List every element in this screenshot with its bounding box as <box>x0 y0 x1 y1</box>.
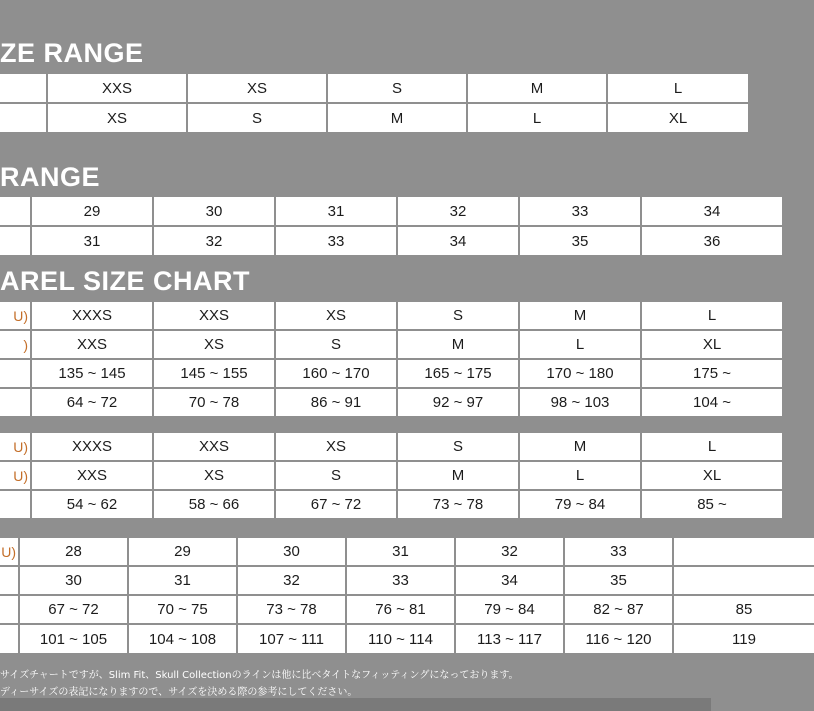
size-cell: 98 ~ 103 <box>520 389 640 416</box>
size-cell: 110 ~ 114 <box>347 625 454 653</box>
size-cell: XL <box>642 331 782 358</box>
size-cell: M <box>328 104 466 132</box>
row-label-cell: ) <box>0 331 30 358</box>
size-cell: XXS <box>32 331 152 358</box>
size-cell: XS <box>48 104 186 132</box>
size-cell: 35 <box>565 567 672 594</box>
size-cell: S <box>188 104 326 132</box>
size-cell: 34 <box>642 197 782 225</box>
size-cell: 73 ~ 78 <box>398 491 518 518</box>
size-cell: 36 <box>642 227 782 255</box>
size-cell: 32 <box>456 538 563 565</box>
row-label-cell: U) <box>0 538 18 565</box>
size-cell: 70 ~ 75 <box>129 596 236 623</box>
size-cell: 30 <box>154 197 274 225</box>
row-label-cell: U) <box>0 462 30 489</box>
size-cell: 34 <box>456 567 563 594</box>
size-cell: 32 <box>238 567 345 594</box>
row-label-cell <box>0 360 30 387</box>
footer-note-line-2: ディーサイズの表記になりますので、サイズを決める際の参考にしてください。 <box>0 687 358 698</box>
size-cell: S <box>398 302 518 329</box>
size-cell: M <box>520 302 640 329</box>
size-cell: 85 ~ <box>642 491 782 518</box>
size-cell: 30 <box>238 538 345 565</box>
size-cell: 76 ~ 81 <box>347 596 454 623</box>
size-cell: 29 <box>32 197 152 225</box>
row-label-cell <box>0 491 30 518</box>
row-label-cell <box>0 74 46 102</box>
size-cell: 67 ~ 72 <box>20 596 127 623</box>
size-cell: 33 <box>520 197 640 225</box>
size-cell: 28 <box>20 538 127 565</box>
size-cell: 145 ~ 155 <box>154 360 274 387</box>
size-cell: XXS <box>154 302 274 329</box>
size-cell: 33 <box>347 567 454 594</box>
size-cell: 165 ~ 175 <box>398 360 518 387</box>
size-cell: 31 <box>32 227 152 255</box>
apparel-size-table-tops <box>0 302 782 416</box>
row-label-cell <box>0 389 30 416</box>
size-cell: 33 <box>276 227 396 255</box>
size-cell: M <box>468 74 606 102</box>
section-title-waist-range: RANGE <box>0 162 101 192</box>
size-cell: XXS <box>32 462 152 489</box>
size-cell: S <box>328 74 466 102</box>
size-cell: 92 ~ 97 <box>398 389 518 416</box>
size-cell: 31 <box>347 538 454 565</box>
size-cell: 79 ~ 84 <box>456 596 563 623</box>
size-cell <box>674 567 814 594</box>
size-cell: 170 ~ 180 <box>520 360 640 387</box>
size-cell: XL <box>642 462 782 489</box>
size-cell: XXXS <box>32 302 152 329</box>
size-cell: S <box>276 462 396 489</box>
size-cell: 119 <box>674 625 814 653</box>
size-cell: 116 ~ 120 <box>565 625 672 653</box>
size-cell: L <box>520 331 640 358</box>
size-cell: 175 ~ <box>642 360 782 387</box>
size-cell: 70 ~ 78 <box>154 389 274 416</box>
size-cell: 31 <box>276 197 396 225</box>
size-cell: XS <box>154 331 274 358</box>
size-cell: 32 <box>398 197 518 225</box>
section-title-apparel-size-chart: AREL SIZE CHART <box>0 266 251 296</box>
row-label-cell <box>0 227 30 255</box>
size-cell: 64 ~ 72 <box>32 389 152 416</box>
size-cell: 33 <box>565 538 672 565</box>
size-cell: L <box>642 433 782 460</box>
row-label-cell <box>0 596 18 623</box>
size-cell: XXS <box>48 74 186 102</box>
row-label-cell <box>0 197 30 225</box>
size-cell: 86 ~ 91 <box>276 389 396 416</box>
bottom-strip <box>0 698 711 711</box>
size-cell: M <box>520 433 640 460</box>
row-label-cell: U) <box>0 302 30 329</box>
size-range-table <box>0 74 748 132</box>
size-cell: 135 ~ 145 <box>32 360 152 387</box>
size-cell: XS <box>154 462 274 489</box>
size-cell: L <box>642 302 782 329</box>
row-label-cell: U) <box>0 433 30 460</box>
size-cell: 54 ~ 62 <box>32 491 152 518</box>
size-cell: 58 ~ 66 <box>154 491 274 518</box>
size-cell: XXXS <box>32 433 152 460</box>
size-cell: L <box>468 104 606 132</box>
size-cell: 29 <box>129 538 236 565</box>
size-cell: S <box>276 331 396 358</box>
size-cell: 32 <box>154 227 274 255</box>
row-label-cell <box>0 104 46 132</box>
row-label-cell <box>0 625 18 653</box>
size-cell: XS <box>276 302 396 329</box>
size-cell: M <box>398 331 518 358</box>
size-cell: 160 ~ 170 <box>276 360 396 387</box>
size-cell <box>674 538 814 565</box>
size-cell: 101 ~ 105 <box>20 625 127 653</box>
size-cell: 113 ~ 117 <box>456 625 563 653</box>
size-cell: L <box>520 462 640 489</box>
size-cell: 82 ~ 87 <box>565 596 672 623</box>
size-cell: XL <box>608 104 748 132</box>
size-cell: 34 <box>398 227 518 255</box>
apparel-size-table-pants <box>0 538 814 653</box>
size-cell: XS <box>276 433 396 460</box>
size-cell: 85 <box>674 596 814 623</box>
size-cell: S <box>398 433 518 460</box>
size-cell: 35 <box>520 227 640 255</box>
size-cell: 31 <box>129 567 236 594</box>
size-cell: 67 ~ 72 <box>276 491 396 518</box>
size-cell: 73 ~ 78 <box>238 596 345 623</box>
size-cell: 104 ~ 108 <box>129 625 236 653</box>
waist-range-table <box>0 197 782 255</box>
size-cell: L <box>608 74 748 102</box>
apparel-size-table-waist <box>0 433 782 518</box>
size-cell: 79 ~ 84 <box>520 491 640 518</box>
footer-note-line-1: サイズチャートですが、Slim Fit、Skull Collectionのラインは他に比べタイトなフィッティングになっております。 <box>0 670 519 681</box>
size-cell: XS <box>188 74 326 102</box>
size-cell: XXS <box>154 433 274 460</box>
size-cell: 30 <box>20 567 127 594</box>
size-cell: M <box>398 462 518 489</box>
size-cell: 107 ~ 111 <box>238 625 345 653</box>
row-label-cell <box>0 567 18 594</box>
size-cell: 104 ~ <box>642 389 782 416</box>
section-title-size-range: ZE RANGE <box>0 38 144 68</box>
